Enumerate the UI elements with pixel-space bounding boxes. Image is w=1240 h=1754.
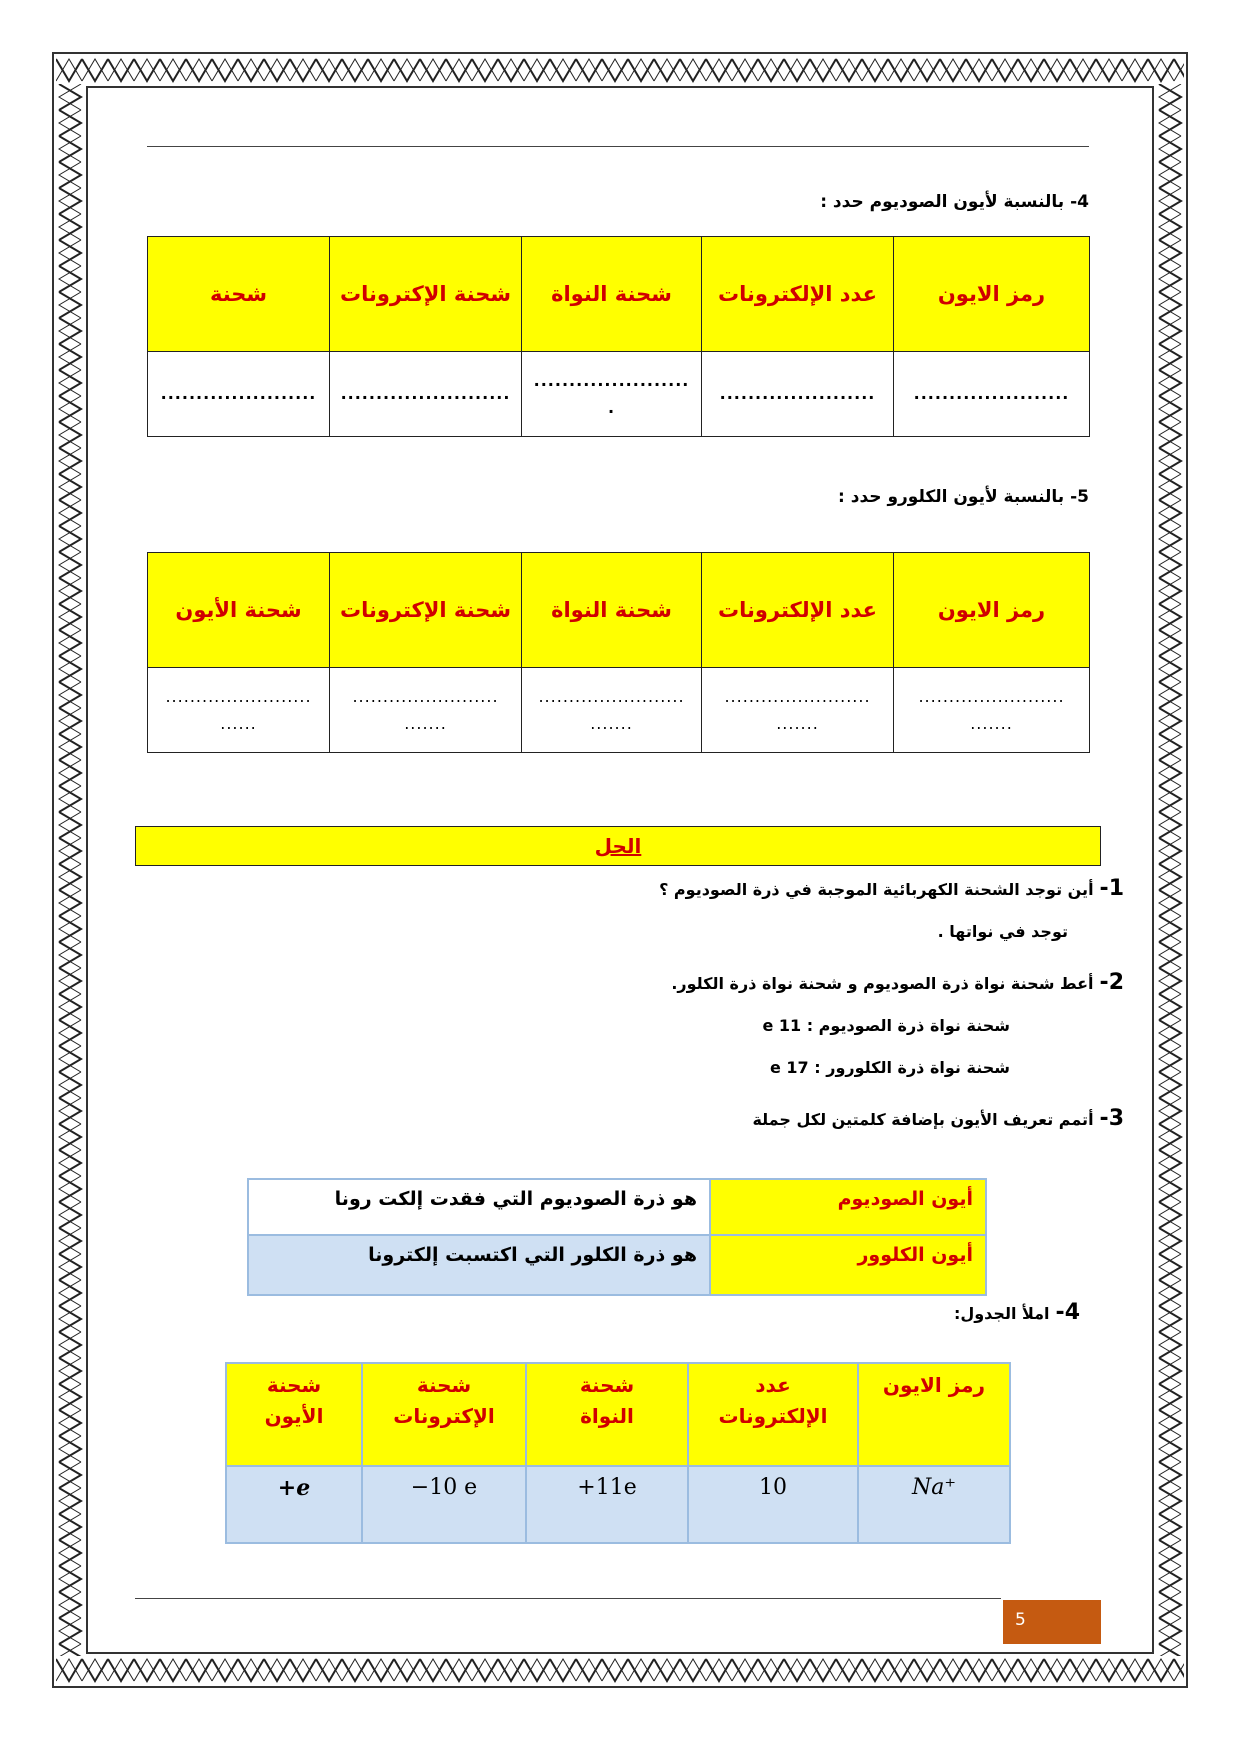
sodium-ion-definition: هو ذرة الصوديوم التي فقدت إلكت رونا xyxy=(248,1179,710,1235)
header-electron-count: عدد الإلكترونات xyxy=(688,1363,858,1466)
q4-heading: 4- بالنسبة لأيون الصوديوم حدد : xyxy=(820,192,1089,212)
header-charge: شحنة xyxy=(148,237,330,352)
header-electrons-charge: شحنة الإكترونات xyxy=(362,1363,526,1466)
sodium-ion-label: أيون الصوديوم xyxy=(710,1179,986,1235)
answer-4-question xyxy=(954,1300,1080,1325)
answer-1-number: 1- xyxy=(1099,876,1124,901)
footer-rule xyxy=(135,1598,1001,1599)
answer-3-text: أتمم تعريف الأيون بإضافة كلمتين لكل جملة xyxy=(752,1110,1094,1129)
answer-4-number: 4- xyxy=(1055,1300,1080,1325)
header-electron-count: عدد الإلكترونات xyxy=(702,237,894,352)
header-nucleus-charge: شحنة النواة xyxy=(522,553,702,668)
header-electrons-charge: شحنة الإكترونات xyxy=(330,553,522,668)
answer-2-number: 2- xyxy=(1099,970,1124,995)
electrons-charge-value: −10 e xyxy=(362,1466,526,1543)
ion-symbol-value: Na⁺ xyxy=(858,1466,1010,1543)
header-ion-symbol: رمز الايون xyxy=(894,553,1090,668)
border-pattern-right xyxy=(1156,84,1184,1656)
electron-count-value: 10 xyxy=(688,1466,858,1543)
nucleus-charge-value: +11e xyxy=(526,1466,688,1543)
page-number-box xyxy=(1003,1600,1101,1644)
border-pattern-bottom xyxy=(56,1656,1184,1684)
ion-charge-value: +e xyxy=(226,1466,362,1543)
header-nucleus-charge: شحنة النواة xyxy=(522,237,702,352)
answer-4-text: املأ الجدول: xyxy=(953,1304,1050,1323)
header-ion-charge: شحنة الأيون xyxy=(226,1363,362,1466)
sodium-ion-table xyxy=(147,236,1090,437)
page-number: 5 xyxy=(1015,1610,1026,1630)
header-electrons-charge: شحنة الإكترونات xyxy=(330,237,522,352)
border-pattern-left xyxy=(56,84,84,1656)
ion-definition-table xyxy=(247,1178,987,1296)
blank-cell: ........................ ....... xyxy=(522,668,702,753)
blank-cell: ........................ ...... xyxy=(148,668,330,753)
header-nucleus-charge: شحنة النواة xyxy=(526,1363,688,1466)
answer-2-text: أعط شحنة نواة ذرة الصوديوم و شحنة نواة ذرة الكلور. xyxy=(671,974,1094,993)
answer-3-question xyxy=(752,1106,1124,1131)
answer-3-number: 3- xyxy=(1099,1106,1124,1131)
header-rule xyxy=(147,146,1089,147)
blank-cell: ...................... . xyxy=(522,352,702,437)
blank-cell: ........................ xyxy=(330,352,522,437)
blank-cell: ...................... xyxy=(702,352,894,437)
q5-heading: 5- بالنسبة لأيون الكلورو حدد : xyxy=(838,487,1089,507)
solution-title: الحل xyxy=(594,834,642,858)
border-pattern-top xyxy=(56,56,1184,84)
answer-1-question xyxy=(659,876,1124,901)
header-ion-charge: شحنة الأيون xyxy=(148,553,330,668)
sodium-ion-solution-table xyxy=(225,1362,1011,1544)
chloride-ion-table xyxy=(147,552,1090,753)
blank-cell: ...................... xyxy=(148,352,330,437)
blank-cell: ........................ ....... xyxy=(330,668,522,753)
answer-1-response: توجد في نواتها . xyxy=(937,922,1068,941)
answer-2-question xyxy=(671,970,1124,995)
header-electron-count: عدد الإلكترونات xyxy=(702,553,894,668)
chlorine-nucleus-charge: شحنة نواة ذرة الكلورور : 17 e xyxy=(769,1058,1010,1077)
answer-1-text: أين توجد الشحنة الكهربائية الموجبة في ذرة الصوديوم ؟ xyxy=(659,880,1094,899)
solution-banner xyxy=(135,826,1101,866)
blank-cell: ...................... xyxy=(894,352,1090,437)
blank-cell: ........................ ....... xyxy=(702,668,894,753)
chloride-ion-definition: هو ذرة الكلور التي اكتسبت إلكترونا xyxy=(248,1235,710,1295)
header-ion-symbol: رمز الايون xyxy=(858,1363,1010,1466)
chloride-ion-label: أيون الكلوور xyxy=(710,1235,986,1295)
sodium-nucleus-charge: شحنة نواة ذرة الصوديوم : 11 e xyxy=(762,1016,1010,1035)
blank-cell: ........................ ....... xyxy=(894,668,1090,753)
header-ion-symbol: رمز الايون xyxy=(894,237,1090,352)
